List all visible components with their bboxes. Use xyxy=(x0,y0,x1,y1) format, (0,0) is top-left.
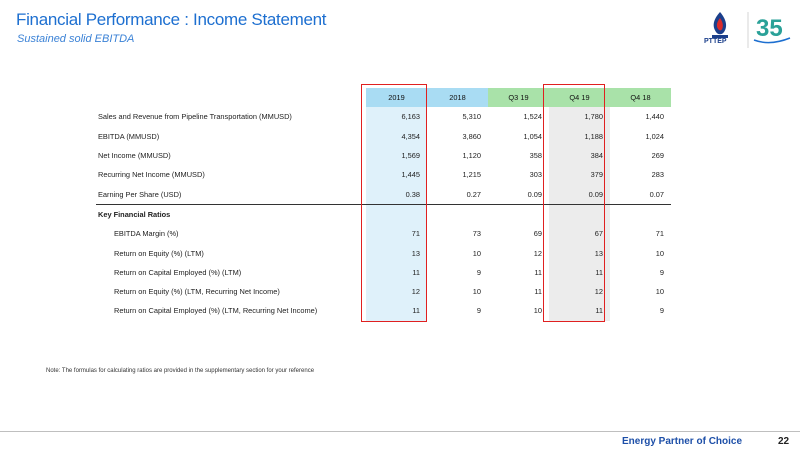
column-header: Q4 19 xyxy=(549,88,610,107)
cell-value: 1,780 xyxy=(549,107,610,126)
page-title: Financial Performance : Income Statement xyxy=(16,10,327,29)
cell-value: 67 xyxy=(549,224,610,243)
column-header: Q3 19 xyxy=(488,88,549,107)
cell-value: 1,188 xyxy=(549,127,610,146)
highlight-box-q4-19 xyxy=(543,84,605,322)
cell-value: 0.09 xyxy=(527,189,542,199)
cell-value: 1,524 xyxy=(523,112,542,122)
highlight-box-2019 xyxy=(361,84,427,322)
cell-value: 11 xyxy=(549,301,610,320)
column-header: 2019 xyxy=(366,88,427,107)
cell-value: 10 xyxy=(655,248,664,258)
row-label: EBITDA (MMUSD) xyxy=(98,131,160,141)
page-subtitle: Sustained solid EBITDA xyxy=(17,33,135,45)
cell-value: 73 xyxy=(472,229,481,239)
cell-value: 0.07 xyxy=(649,189,664,199)
cell-value: 12 xyxy=(549,282,610,301)
logo-text: PTTEP xyxy=(704,38,727,45)
cell-value: 12 xyxy=(366,282,427,301)
empty-cell xyxy=(488,204,549,224)
cell-value: 379 xyxy=(549,165,610,184)
cell-value: 4,354 xyxy=(366,127,427,146)
ratios-header-label: Key Financial Ratios xyxy=(96,204,366,224)
cell-value: 1,120 xyxy=(462,151,481,161)
row-label: Return on Capital Employed (%) (LTM, Recurring Net Income) xyxy=(114,306,318,316)
cell-value: 283 xyxy=(651,170,664,180)
row-label: Return on Equity (%) (LTM, Recurring Net Income) xyxy=(114,287,280,297)
cell-value: 10 xyxy=(655,287,664,297)
cell-value: 6,163 xyxy=(366,107,427,126)
page-number: 22 xyxy=(778,436,790,447)
cell-value: 10 xyxy=(472,248,481,258)
cell-value: 9 xyxy=(659,267,664,277)
cell-value: 1,569 xyxy=(366,146,427,165)
cell-value: 384 xyxy=(549,146,610,165)
row-label: Earning Per Share (USD) xyxy=(98,189,182,199)
svg-text:35: 35 xyxy=(756,15,783,42)
row-label: Recurring Net Income (MMUSD) xyxy=(98,170,205,180)
cell-value: 1,215 xyxy=(462,170,481,180)
cell-value: 71 xyxy=(366,224,427,243)
cell-value: 3,860 xyxy=(462,131,481,141)
cell-value: 11 xyxy=(366,301,427,320)
row-label: EBITDA Margin (%) xyxy=(114,229,179,239)
cell-value: 1,440 xyxy=(645,112,664,122)
cell-value: 11 xyxy=(366,263,427,282)
cell-value: 13 xyxy=(549,243,610,262)
row-label: Sales and Revenue from Pipeline Transportation (MMUSD) xyxy=(98,112,292,122)
cell-value: 0.09 xyxy=(549,184,610,204)
footnote: Note: The formulas for calculating ratios are provided in the supplementary section for your reference xyxy=(46,368,315,374)
cell-value: 10 xyxy=(533,306,542,316)
cell-value: 269 xyxy=(651,151,664,161)
column-header: 2018 xyxy=(427,88,488,107)
cell-value: 5,310 xyxy=(462,112,481,122)
empty-cell xyxy=(610,204,671,224)
cell-value: 303 xyxy=(529,170,542,180)
cell-value: 69 xyxy=(533,229,542,239)
header-blank-cell xyxy=(96,88,366,107)
cell-value: 13 xyxy=(366,243,427,262)
cell-value: 11 xyxy=(549,263,610,282)
cell-value: 0.38 xyxy=(366,184,427,204)
cell-value: 358 xyxy=(529,151,542,161)
column-header: Q4 18 xyxy=(610,88,671,107)
cell-value: 10 xyxy=(472,287,481,297)
cell-value: 12 xyxy=(533,248,542,258)
cell-value: 1,445 xyxy=(366,165,427,184)
cell-value: 1,054 xyxy=(523,131,542,141)
cell-value: 9 xyxy=(476,306,481,316)
cell-value: 9 xyxy=(659,306,664,316)
cell-value: 11 xyxy=(534,267,542,277)
row-label: Return on Capital Employed (%) (LTM) xyxy=(114,267,242,277)
footer-tagline: Energy Partner of Choice xyxy=(622,436,743,447)
pttep-logo xyxy=(698,8,798,52)
row-label: Return on Equity (%) (LTM) xyxy=(114,248,204,258)
cell-value: 9 xyxy=(476,267,481,277)
empty-cell xyxy=(427,204,488,224)
footer-divider xyxy=(0,431,800,432)
row-label: Net Income (MMUSD) xyxy=(98,151,171,161)
cell-value: 11 xyxy=(534,287,542,297)
cell-value: 0.27 xyxy=(466,189,481,199)
cell-value: 71 xyxy=(655,229,664,239)
cell-value: 1,024 xyxy=(645,131,664,141)
